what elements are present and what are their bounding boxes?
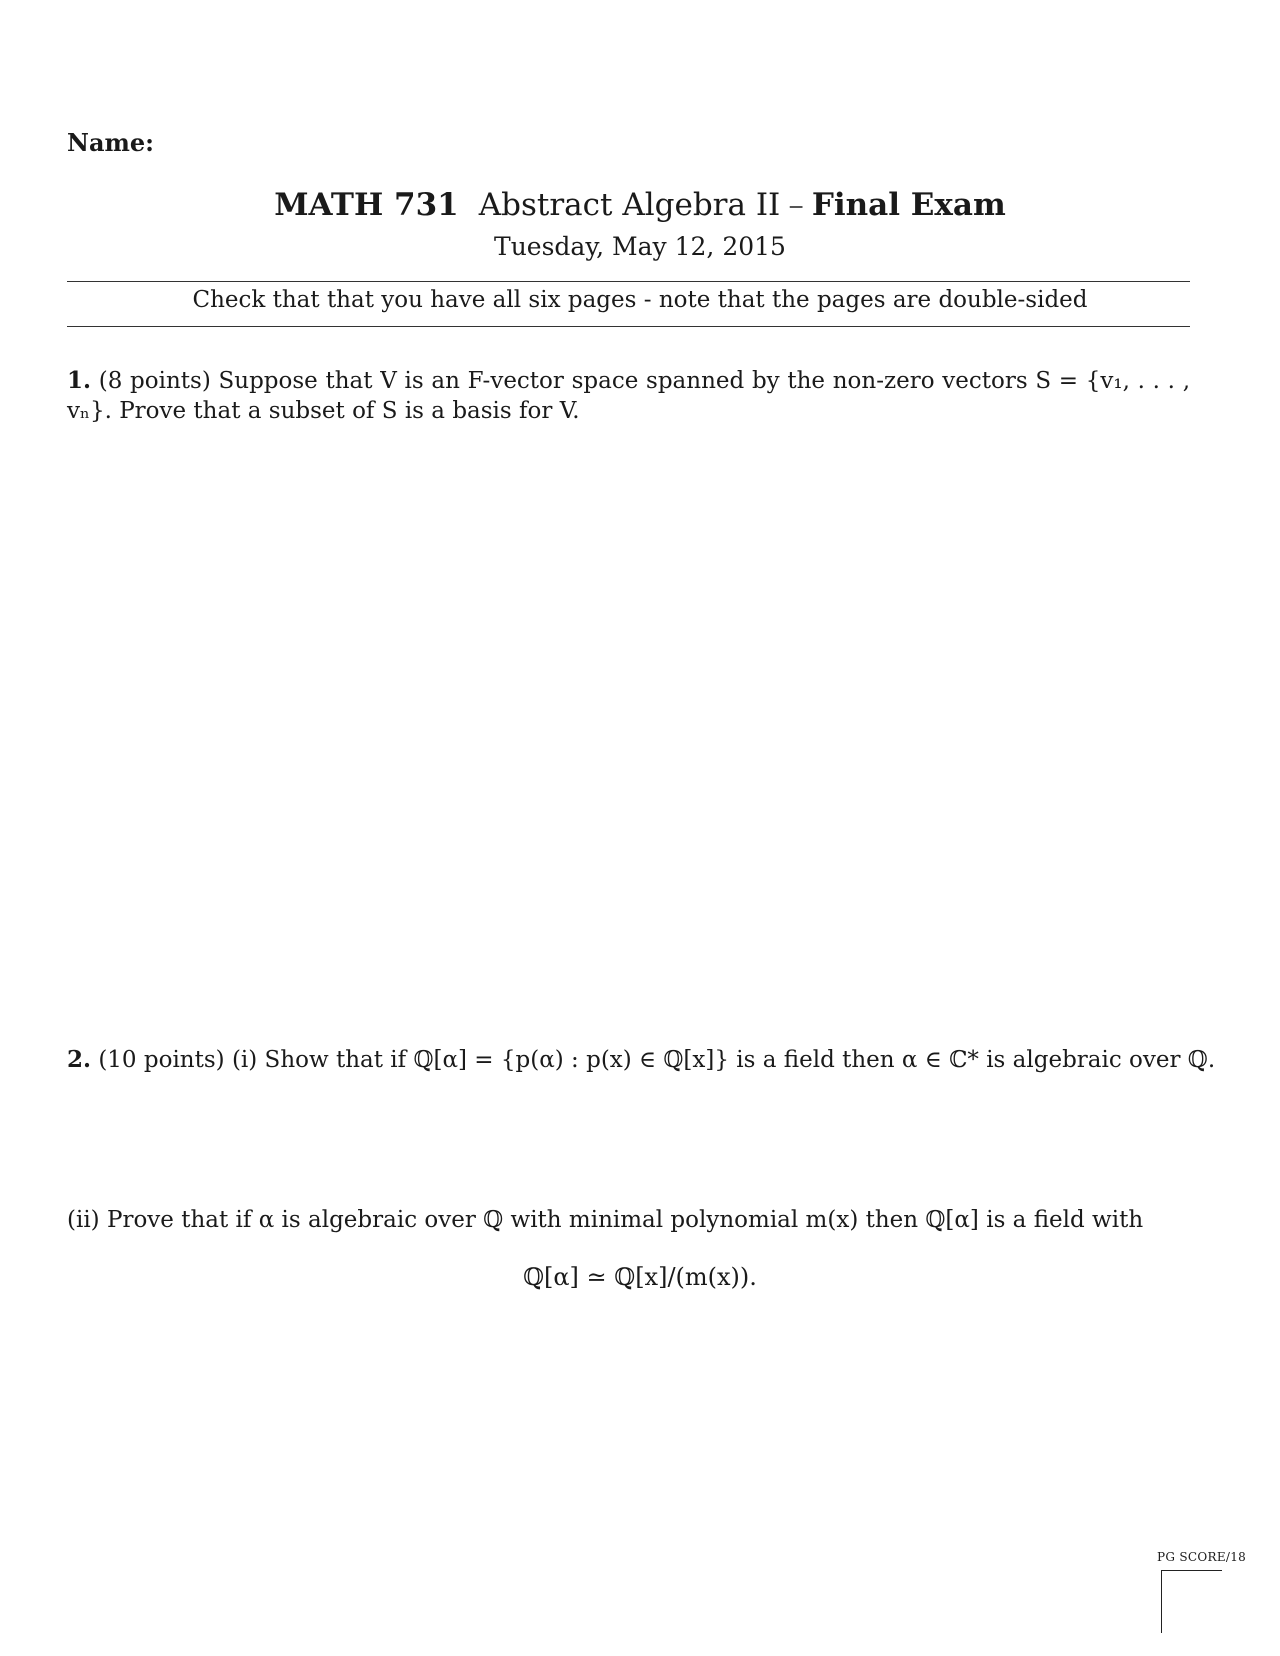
course-code: MATH 731 bbox=[274, 187, 459, 223]
exam-type: Final Exam bbox=[811, 187, 1006, 223]
notice-rule-bottom bbox=[67, 326, 1190, 327]
name-label: Name: bbox=[67, 128, 155, 157]
title-dash: – bbox=[788, 187, 804, 223]
exam-title bbox=[0, 185, 1280, 225]
problem-1-number: 1. bbox=[67, 367, 92, 394]
exam-date: Tuesday, May 12, 2015 bbox=[494, 232, 786, 261]
problem-2-part-ii: (ii) Prove that if α is algebraic over ℚ with minimal polynomial m(x) then ℚ[α] is a field with bbox=[67, 1207, 1144, 1233]
problem-2-part-i-text: (10 points) (i) Show that if ℚ[α] = {p(α) : p(x) ∈ ℚ[x]} is a field then α ∈ ℂ* is algebraic over ℚ. bbox=[98, 1047, 1216, 1073]
course-title: Abstract Algebra II bbox=[478, 187, 781, 223]
page-score-box[interactable] bbox=[1161, 1570, 1222, 1633]
problem-2-part-i bbox=[67, 1045, 1216, 1075]
problem-2-number: 2. bbox=[67, 1046, 92, 1073]
page-notice: Check that that you have all six pages - note that the pages are double-sided bbox=[192, 287, 1088, 313]
page-score-label: PG SCORE/18 bbox=[1157, 1550, 1247, 1564]
problem-1 bbox=[67, 366, 1190, 426]
display-equation: ℚ[α] ≃ ℚ[x]/(m(x)). bbox=[523, 1263, 757, 1291]
notice-rule-top bbox=[67, 281, 1190, 282]
problem-1-text: (8 points) Suppose that V is an F-vector space spanned by the non-zero vectors S = {v₁, . . . , vₙ}. Prove that a subset of S is a basis for V. bbox=[67, 368, 1191, 424]
